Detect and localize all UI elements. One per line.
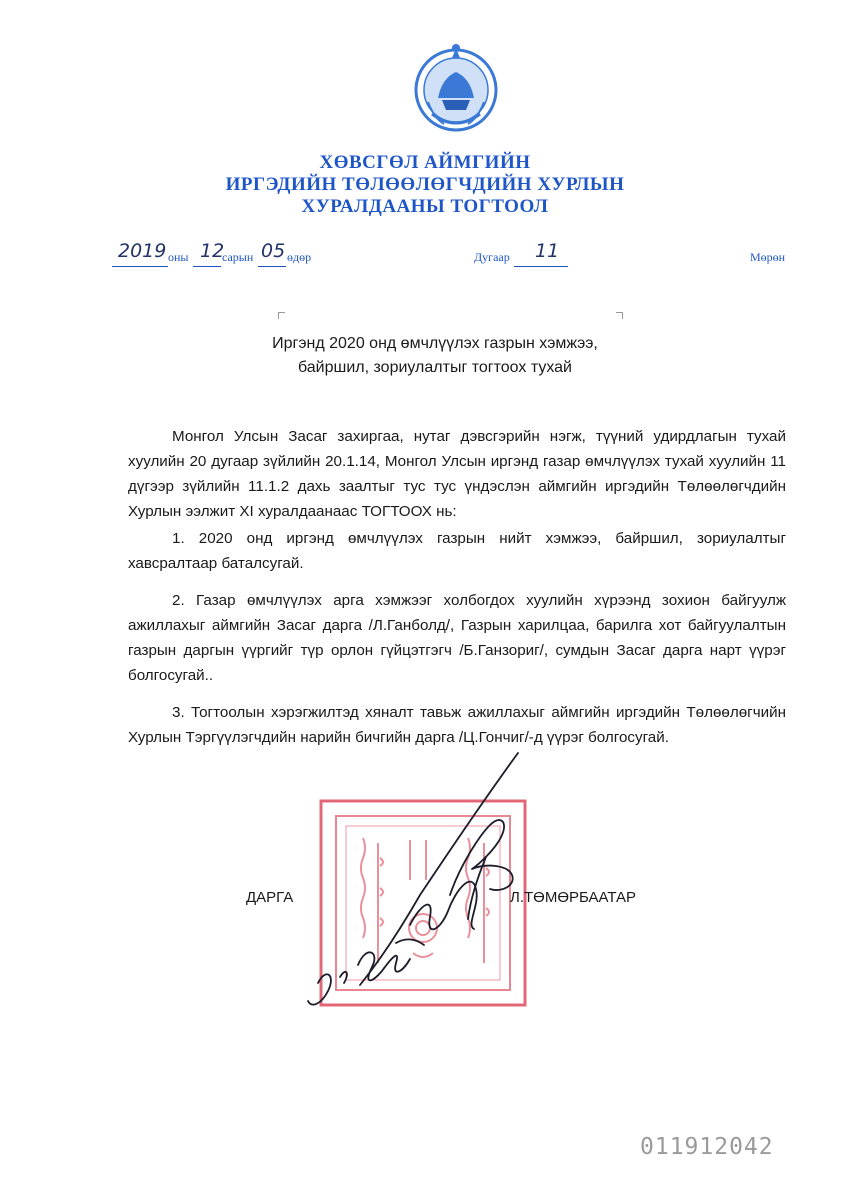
decree-title-line-2: байршил, зориулалтыг тогтоох тухай	[297, 359, 572, 376]
item-3-paragraph: 3. Тогтоолын хэрэгжилтэд хяналт тавьж ажиллахыг аймгийн иргэдийн Төлөөлөгчийн Хурлын Тэргүүлэгчдийн нарийн бичгийн дарга /Ц.Гончиг/-д үүрэг болгосугай.	[128, 704, 786, 746]
number-label: Дугаар	[474, 250, 510, 264]
place: Мөрөн	[750, 250, 786, 264]
item-2-paragraph: 2. Газар өмчлүүлэх арга хэмжээг холбогдох хуулийн хүрээнд зохион байгуулж ажиллахыг аймгийн Засаг дарга /Л.Ганболд/, Газрын харилцаа, барилга хот байгуулалтын газрын даргын үүргийг түр орлон гүйцэтгэгч /Б.Ганзориг/, сумдын Засаг дарга нарт үүрэг болгосугай..	[128, 592, 786, 684]
dateline	[0, 240, 850, 274]
decree-title-line-1: Иргэнд 2020 онд өмчлүүлэх газрын хэмжээ,	[272, 335, 598, 352]
date-year: 2019	[118, 240, 167, 262]
item-1-paragraph: 1. 2020 онд иргэнд өмчлүүлэх газрын нийт хэмжээ, байршил, зориулалтыг хавсралтаар баталсугай.	[128, 530, 786, 572]
signatory-title: ДАРГА	[246, 889, 294, 906]
header-line-3: ХУРАЛДААНЫ ТОГТООЛ	[301, 196, 549, 217]
serial-number: 011912042	[640, 1134, 774, 1160]
preamble-paragraph: Монгол Улсын Засаг захиргаа, нутаг дэвсгэрийн нэгж, түүний удирдлагын тухай хуулийн 20 дугаар зүйлийн 20.1.14, Монгол Улсын иргэнд газар өмчлүүлэх тухай хуулийн 11 дүгээр зүйлийн 11.1.2 дахь заалтыг тус тус үндэслэн аймгийн иргэдийн Төлөөлөгчдийн Хурлын ээлжит XI хуралдаанаас ТОГТООХ нь:	[128, 428, 786, 520]
header-line-1: ХӨВСГӨЛ АЙМГИЙН	[319, 152, 531, 173]
date-day-suffix: өдөр	[287, 250, 312, 264]
handwritten-signature-icon	[300, 745, 560, 1025]
corner-mark-left	[278, 312, 285, 319]
corner-mark-right	[616, 312, 623, 319]
date-day: 05	[261, 240, 286, 262]
signatory-name: Л.ТӨМӨРБААТАР	[510, 889, 637, 906]
date-month-suffix: сарын	[222, 250, 254, 264]
date-month: 12	[200, 240, 225, 262]
state-emblem-icon	[412, 40, 500, 136]
decree-number: 11	[535, 240, 560, 262]
header-line-2: ИРГЭДИЙН ТӨЛӨӨЛӨГЧДИЙН ХУРЛЫН	[225, 174, 625, 195]
date-year-suffix: оны	[168, 250, 189, 264]
